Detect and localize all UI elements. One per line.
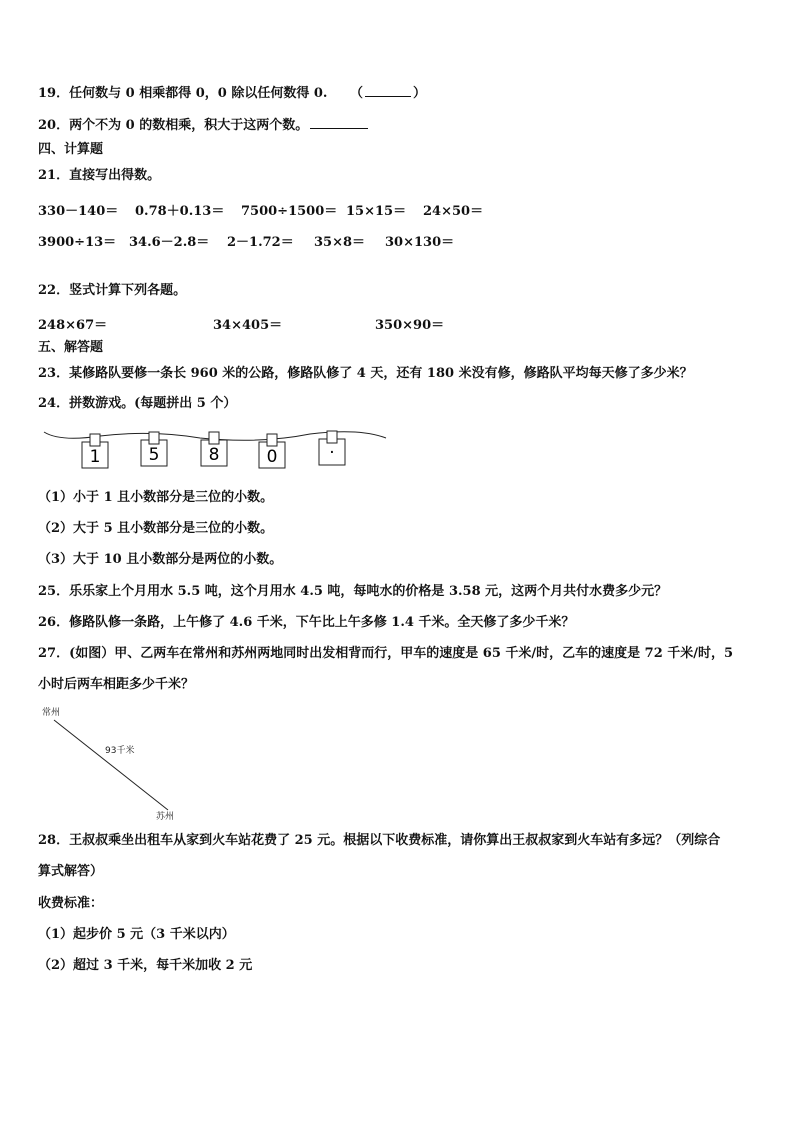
- q21-expression: 35×8＝: [314, 235, 366, 250]
- q21-expression: 15×15＝: [346, 204, 407, 219]
- q21-expression: 2－1.72＝: [227, 235, 294, 250]
- fare-standard-title: 收费标准：: [38, 896, 104, 911]
- question-28-line-1: 28．王叔叔乘坐出租车从家到火车站花费了 25 元。根据以下收费标准，请你算出王叔叔家到火车站有多远？（列综合: [38, 833, 721, 848]
- q24-subquestion: （1）小于 1 且小数部分是三位的小数。: [38, 490, 274, 505]
- number-card: [141, 432, 167, 466]
- question-20-text: 20．两个不为 0 的数相乘，积大于这两个数。: [38, 118, 309, 133]
- question-27-line-1: 27．(如图）甲、乙两车在常州和苏州两地同时出发相背而行，甲车的速度是 65 千米/时，乙车的速度是 72 千米/时，5: [38, 646, 734, 661]
- q21-expression: 34.6－2.8＝: [129, 235, 210, 250]
- distance-line: [54, 720, 168, 810]
- card-digit: ·: [329, 443, 335, 463]
- number-card: [201, 432, 227, 466]
- card-digit: 0: [266, 447, 278, 467]
- question-22-title: 22．竖式计算下列各题。: [38, 283, 187, 298]
- fare-rule: （2）超过 3 千米，每千米加收 2 元: [38, 958, 253, 973]
- answer-blank-20[interactable]: [310, 116, 368, 129]
- question-21-title: 21．直接写出得数。: [38, 168, 161, 183]
- fare-rule: （1）起步价 5 元（3 千米以内）: [38, 927, 235, 942]
- card-digit: 5: [148, 445, 160, 465]
- q21-expression: 330－140＝: [38, 204, 119, 219]
- q22-expression: 248×67＝: [38, 318, 108, 333]
- question-19-text: 19．任何数与 0 相乘都得 0，0 除以任何数得 0.: [38, 86, 328, 101]
- question-25: 25．乐乐家上个月用水 5.5 吨，这个月用水 4.5 吨，每吨水的价格是 3.58 元，这两个月共付水费多少元？: [38, 584, 668, 599]
- number-card: [319, 431, 345, 465]
- q21-expression: 7500÷1500＝: [241, 204, 338, 219]
- distance-diagram: [40, 704, 200, 822]
- question-24-title: 24．拼数游戏。(每题拼出 5 个）: [38, 396, 237, 411]
- number-card: [259, 434, 285, 468]
- question-23: 23．某修路队要修一条长 960 米的公路，修路队修了 4 天，还有 180 米没有修，修路队平均每天修了多少米？: [38, 366, 693, 381]
- q22-expression: 34×405＝: [213, 318, 283, 333]
- city-label-bottom: 苏州: [156, 812, 175, 822]
- q21-expression: 0.78＋0.13＝: [135, 204, 225, 219]
- number-card: [82, 434, 108, 468]
- question-26: 26．修路队修一条路，上午修了 4.6 千米，下午比上午多修 1.4 千米。全天修了多少千米？: [38, 615, 575, 630]
- q24-subquestion: （2）大于 5 且小数部分是三位的小数。: [38, 521, 274, 536]
- q21-expression: 30×130＝: [385, 235, 455, 250]
- section-4-heading: 四、计算题: [38, 142, 104, 157]
- question-19: [38, 84, 426, 102]
- card-digit: 1: [89, 447, 101, 467]
- question-27-line-2: 小时后两车相距多少千米？: [38, 677, 195, 692]
- q22-expression: 350×90＝: [375, 318, 445, 333]
- question-28-line-2: 算式解答）: [38, 864, 104, 879]
- answer-paren-close: ）: [412, 86, 426, 101]
- answer-blank-19[interactable]: [365, 84, 411, 97]
- answer-paren-open: （: [349, 86, 363, 101]
- distance-label: 93千米: [105, 746, 135, 756]
- q21-expression: 24×50＝: [423, 204, 484, 219]
- question-20: [38, 116, 368, 134]
- number-cards-figure: [40, 424, 390, 472]
- q24-subquestion: （3）大于 10 且小数部分是两位的小数。: [38, 552, 283, 567]
- city-label-top: 常州: [42, 708, 61, 718]
- card-digit: 8: [208, 445, 220, 465]
- section-5-heading: 五、解答题: [38, 340, 104, 355]
- q21-expression: 3900÷13＝: [38, 235, 117, 250]
